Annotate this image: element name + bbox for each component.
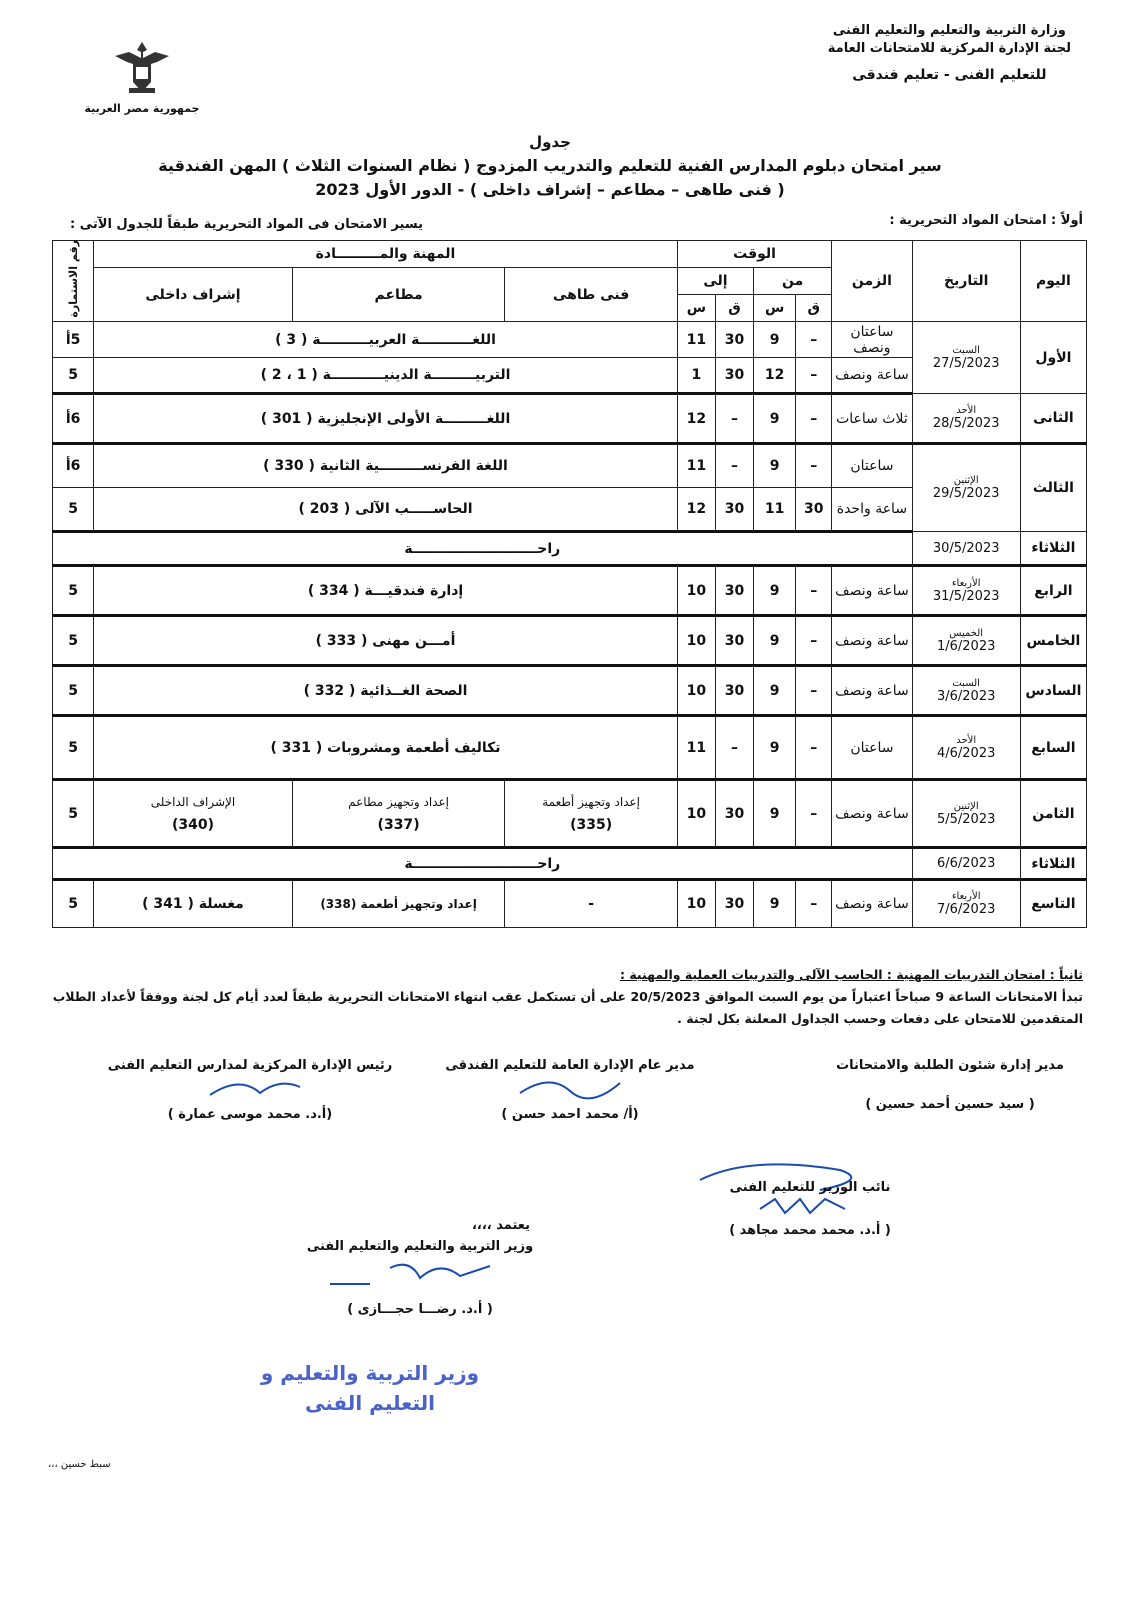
day-cell: الأول [1020, 322, 1086, 394]
title-line3: ( فنى طاهى – مطاعم – إشراف داخلى ) - الدور الأول 2023 [315, 180, 785, 199]
subject-cell: التربيـــــــــة الدينيـــــــــــة ( 1 ، 2 ) [94, 358, 678, 394]
signature-minister: يعتمد ،،،، وزير التربية والتعليم والتعليم الفنى ( أ.د. رضـــا حجـــازى ) [306, 1218, 534, 1317]
ministry-line2: لجنة الإدارة المركزية للامتحانات العامة [827, 41, 1071, 56]
header-to-min: ق [715, 295, 753, 322]
header-housekeeping: إشراف داخلى [94, 268, 293, 322]
header-form-no: رقم الاستمارة [53, 241, 94, 322]
signature-scribble [190, 1073, 310, 1103]
practical-exam-notes [43, 964, 1083, 1030]
rest-row: الثلاثاء 6/6/2023 راحــــــــــــــــــــــــــة [53, 848, 1087, 880]
header-subject: المهنة والمـــــــــادة [94, 241, 678, 268]
title-line1: جدول [529, 133, 571, 151]
signature-hotel-education: مدير عام الإدارة العامة للتعليم الفندقى (أ/ محمد احمد حسن ) [445, 1058, 695, 1122]
document-title [150, 130, 950, 202]
table-row: ساعة واحدة 30 11 30 12 الحاســـــب الآلى ( 203 ) 5 [53, 488, 1087, 532]
table-row: الثامن الإثنين 5/5/2023 ساعة ونصف – 9 30 10 إعداد وتجهيز أطعمة (335) إعداد وتجهيز مطاعم (337) الإشراف الداخلى (340) 5 [53, 780, 1087, 848]
table-row: السادس السبت 3/6/2023 ساعة ونصف – 9 30 10 الصحة الغــذائية ( 332 ) 5 [53, 666, 1087, 716]
eagle-icon [107, 38, 177, 98]
header-to: إلى [677, 268, 753, 295]
signature-deputy-minister: نائب الوزير للتعليم الفنى ( أ.د. محمد محمد مجاهد ) [670, 1180, 950, 1238]
exam-schedule-table [52, 240, 1087, 928]
table-row: الخامس الخميس 1/6/2023 ساعة ونصف – 9 30 10 أمـــن مهنى ( 333 ) 5 [53, 616, 1087, 666]
header-from-hour: س [754, 295, 796, 322]
signature-central-admin: رئيس الإدارة المركزية لمدارس التعليم الفنى (أ.د. محمد موسى عمارة ) [107, 1058, 393, 1122]
ministry-header [828, 22, 1071, 84]
header-duration: الزمن [832, 241, 912, 322]
header-date: التاريخ [912, 241, 1020, 322]
notes-line1: ثانياً : امتحان التدريبات المهنية : الحاسب الآلى والتدريبات العملية والمهنية : [619, 967, 1083, 982]
header-day: اليوم [1020, 241, 1086, 322]
ministry-stamp: وزير التربية والتعليم و التعليم الفنى [260, 1361, 480, 1415]
eagle-emblem [82, 38, 202, 115]
emblem-caption: جمهورية مصر العربية [84, 102, 200, 115]
table-row: السابع الأحد 4/6/2023 ساعتان – 9 – 11 تكاليف أطعمة ومشروبات ( 331 ) 5 [53, 716, 1087, 780]
footer-initials: سبط حسين ،،، [48, 1459, 111, 1470]
table-row: الثانى الأحد 28/5/2023 ثلاث ساعات – 9 – 12 اللغـــــــــة الأولى الإنجليزية ( 301 ) 6أ [53, 394, 1087, 444]
table-row: الأول السبت 27/5/2023 ساعتان ونصف – 9 30 11 اللغـــــــــــة العربيــــــــــة ( 3 ) 5أ [53, 322, 1087, 358]
notes-line3: المتقدمين للامتحان على دفعات وحسب الجداول المعلنة بكل لجنة . [677, 1011, 1083, 1026]
duration-cell: ساعتان ونصف [832, 322, 912, 358]
signature-scribble [510, 1073, 630, 1103]
signature-students-affairs: مدير إدارة شئون الطلبة والامتحانات ( سيد حسين أحمد حسين ) [836, 1058, 1064, 1112]
table-row: ساعة ونصف – 12 30 1 التربيـــــــــة الدينيـــــــــــة ( 1 ، 2 ) 5 [53, 358, 1087, 394]
table-row: الثالث الإثنين 29/5/2023 ساعتان – 9 – 11 اللغة الفرنســـــــــية الثانية ( 330 ) 6أ [53, 444, 1087, 488]
header-from-min: ق [796, 295, 832, 322]
header-from: من [754, 268, 832, 295]
rest-row: الثلاثاء 30/5/2023 راحــــــــــــــــــــــــــة [53, 532, 1087, 566]
header-to-hour: س [677, 295, 715, 322]
ministry-line1: وزارة التربية والتعليم والتعليم الفنى [832, 23, 1066, 38]
title-line2: سير امتحان دبلوم المدارس الفنية للتعليم والتدريب المزدوج ( نظام السنوات الثلاث ) المهن الفندقية [158, 156, 942, 175]
signatures-area [40, 1058, 1090, 1458]
date-cell: السبت 27/5/2023 [912, 322, 1020, 394]
signature-scribble [320, 1254, 520, 1298]
ministry-line3: للتعليم الفنى - تعليم فندقى [852, 67, 1047, 83]
form-cell: 5أ [53, 322, 94, 358]
header-time: الوقت [677, 241, 831, 268]
notes-line2: تبدأ الامتحانات الساعة 9 صباحاً اعتباراً من يوم السبت الموافق 20/5/2023 على أن تستكمل عقب انتهاء الامتحانات التحريرية طبقاً لعدد أيام كل لجنة ووفقاً لأعداد الطلاب [52, 989, 1083, 1004]
header-chef: فنى طاهى [505, 268, 677, 322]
table-row: التاسع الأربعاء 7/6/2023 ساعة ونصف – 9 30 10 - إعداد وتجهيز أطعمة (338) مغسلة ( 341 ) 5 [53, 880, 1087, 928]
written-exams-note: يسير الامتحان فى المواد التحريرية طبقاً للجدول الآتى : [70, 217, 423, 232]
header-restaurants: مطاعم [292, 268, 505, 322]
table-row: الرابع الأربعاء 31/5/2023 ساعة ونصف – 9 30 10 إدارة فندقيـــة ( 334 ) 5 [53, 566, 1087, 616]
written-exams-heading: أولاً : امتحان المواد التحريرية : [889, 213, 1083, 228]
subject-cell: اللغـــــــــــة العربيــــــــــة ( 3 ) [94, 322, 678, 358]
